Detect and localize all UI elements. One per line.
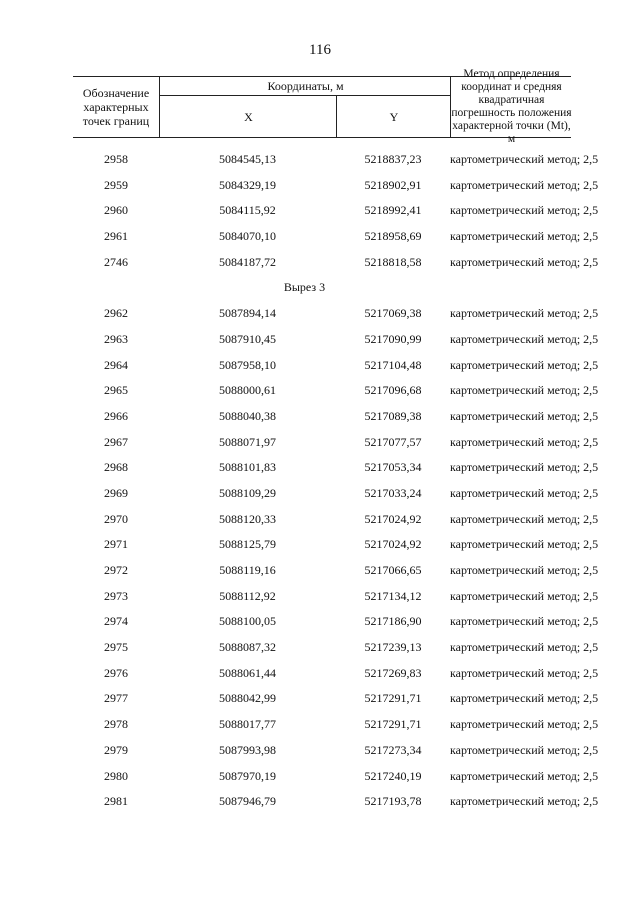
method-cell: картометрический метод; 2,5 bbox=[450, 537, 599, 552]
method-cell: картометрический метод; 2,5 bbox=[450, 563, 599, 577]
point-cell: 2968 bbox=[104, 460, 128, 475]
method-cell: картометрический метод; 2,5 bbox=[450, 511, 599, 526]
x-cell: 5088100,05 bbox=[219, 614, 276, 629]
table-body bbox=[73, 147, 599, 815]
point-cell: 2971 bbox=[104, 537, 128, 552]
method-cell: картометрический метод; 2,5 bbox=[450, 665, 599, 680]
method-cell: картометрический метод; 2,5 bbox=[450, 177, 599, 192]
point-cell: 2961 bbox=[104, 229, 128, 244]
table-row bbox=[73, 224, 599, 250]
table-row bbox=[73, 635, 599, 661]
point-cell: 2979 bbox=[104, 742, 128, 757]
y-cell: 5217134,12 bbox=[364, 588, 422, 603]
y-cell: 5217066,65 bbox=[364, 563, 422, 577]
method-cell: картометрический метод; 2,5 bbox=[450, 254, 599, 269]
method-cell: картометрический метод; 2,5 bbox=[450, 152, 599, 166]
x-cell: 5084070,10 bbox=[219, 229, 276, 244]
y-cell: 5217069,38 bbox=[364, 306, 422, 321]
table-row bbox=[73, 764, 599, 790]
table-row bbox=[73, 532, 599, 558]
method-cell: картометрический метод; 2,5 bbox=[450, 203, 599, 218]
point-cell: 2964 bbox=[104, 357, 128, 372]
x-cell: 5088120,33 bbox=[219, 511, 276, 526]
x-cell: 5088000,61 bbox=[219, 383, 276, 398]
x-cell: 5088042,99 bbox=[219, 691, 276, 706]
x-cell: 5084545,13 bbox=[219, 152, 276, 166]
point-cell: 2959 bbox=[104, 177, 128, 192]
method-cell: картометрический метод; 2,5 bbox=[450, 717, 599, 732]
table-row bbox=[73, 481, 599, 507]
table-row bbox=[73, 738, 599, 764]
method-cell: картометрический метод; 2,5 bbox=[450, 383, 599, 398]
point-cell: 2967 bbox=[104, 434, 128, 449]
x-cell: 5087958,10 bbox=[219, 357, 276, 372]
y-cell: 5217240,19 bbox=[364, 768, 422, 783]
table-row bbox=[73, 173, 599, 199]
y-cell: 5217273,34 bbox=[364, 742, 422, 757]
header-y: Y bbox=[336, 96, 451, 137]
y-cell: 5218837,23 bbox=[364, 152, 422, 166]
point-cell: 2978 bbox=[104, 717, 128, 732]
table-row bbox=[73, 404, 599, 430]
header-points: Обозначение характерных точек границ bbox=[82, 86, 150, 128]
x-cell: 5084187,72 bbox=[219, 254, 276, 269]
y-cell: 5217096,68 bbox=[364, 383, 422, 398]
method-cell: картометрический метод; 2,5 bbox=[450, 306, 599, 321]
method-cell: картометрический метод; 2,5 bbox=[450, 357, 599, 372]
y-cell: 5217104,48 bbox=[364, 357, 422, 372]
x-cell: 5087910,45 bbox=[219, 331, 276, 346]
point-cell: 2972 bbox=[104, 563, 128, 577]
table-row bbox=[73, 455, 599, 481]
method-cell: картометрический метод; 2,5 bbox=[450, 768, 599, 783]
table-row bbox=[73, 250, 599, 276]
y-cell: 5218992,41 bbox=[364, 203, 422, 218]
x-cell: 5088017,77 bbox=[219, 717, 276, 732]
x-cell: 5084329,19 bbox=[219, 177, 276, 192]
table-row bbox=[73, 147, 599, 173]
y-cell: 5217024,92 bbox=[364, 511, 422, 526]
y-cell: 5217090,99 bbox=[364, 331, 422, 346]
point-cell: 2974 bbox=[104, 614, 128, 629]
table-row bbox=[73, 686, 599, 712]
method-cell: картометрический метод; 2,5 bbox=[450, 485, 599, 500]
table-row bbox=[73, 609, 599, 635]
x-cell: 5084115,92 bbox=[219, 203, 276, 218]
y-cell: 5217089,38 bbox=[364, 408, 422, 423]
method-cell: картометрический метод; 2,5 bbox=[450, 434, 599, 449]
x-cell: 5088101,83 bbox=[219, 460, 276, 475]
point-cell: 2981 bbox=[104, 794, 128, 809]
y-cell: 5217186,90 bbox=[364, 614, 422, 629]
x-cell: 5088109,29 bbox=[219, 485, 276, 500]
y-cell: 5217239,13 bbox=[364, 640, 422, 655]
section-heading bbox=[73, 275, 571, 301]
point-cell: 2963 bbox=[104, 331, 128, 346]
table-row bbox=[73, 353, 599, 379]
point-cell: 2977 bbox=[104, 691, 128, 706]
table-row bbox=[73, 327, 599, 353]
method-cell: картометрический метод; 2,5 bbox=[450, 742, 599, 757]
point-cell: 2975 bbox=[104, 640, 128, 655]
table-row bbox=[73, 558, 599, 584]
y-cell: 5217077,57 bbox=[364, 434, 422, 449]
y-cell: 5217193,78 bbox=[364, 794, 422, 809]
x-cell: 5088071,97 bbox=[219, 434, 276, 449]
x-cell: 5087970,19 bbox=[219, 768, 276, 783]
x-cell: 5087946,79 bbox=[219, 794, 276, 809]
section-label: Вырез 3 bbox=[283, 280, 326, 295]
method-cell: картометрический метод; 2,5 bbox=[450, 408, 599, 423]
x-cell: 5087894,14 bbox=[219, 306, 276, 321]
method-cell: картометрический метод; 2,5 bbox=[450, 794, 599, 809]
y-cell: 5218958,69 bbox=[364, 229, 422, 244]
page-number: 116 bbox=[309, 42, 331, 58]
table-row bbox=[73, 584, 599, 610]
table-row bbox=[73, 507, 599, 533]
point-cell: 2970 bbox=[104, 511, 128, 526]
method-cell: картометрический метод; 2,5 bbox=[450, 691, 599, 706]
point-cell: 2746 bbox=[104, 254, 128, 269]
x-cell: 5088061,44 bbox=[219, 665, 276, 680]
method-cell: картометрический метод; 2,5 bbox=[450, 588, 599, 603]
x-cell: 5087993,98 bbox=[219, 742, 276, 757]
method-cell: картометрический метод; 2,5 bbox=[450, 331, 599, 346]
point-cell: 2958 bbox=[104, 152, 128, 166]
method-cell: картометрический метод; 2,5 bbox=[450, 460, 599, 475]
header-method: Метод определения координат и средняя квадратичная погрешность положения характерной точки (Mt), м bbox=[451, 68, 572, 145]
y-cell: 5217024,92 bbox=[364, 537, 422, 552]
table-row bbox=[73, 378, 599, 404]
y-cell: 5217291,71 bbox=[364, 691, 422, 706]
point-cell: 2973 bbox=[104, 588, 128, 603]
x-cell: 5088087,32 bbox=[219, 640, 276, 655]
header-coordinates: Координаты, м bbox=[159, 77, 451, 96]
y-cell: 5218902,91 bbox=[364, 177, 422, 192]
method-cell: картометрический метод; 2,5 bbox=[450, 229, 599, 244]
y-cell: 5218818,58 bbox=[364, 254, 422, 269]
table-row bbox=[73, 198, 599, 224]
x-cell: 5088112,92 bbox=[219, 588, 276, 603]
point-cell: 2976 bbox=[104, 665, 128, 680]
point-cell: 2962 bbox=[104, 306, 128, 321]
method-cell: картометрический метод; 2,5 bbox=[450, 640, 599, 655]
y-cell: 5217291,71 bbox=[364, 717, 422, 732]
y-cell: 5217269,83 bbox=[364, 665, 422, 680]
point-cell: 2969 bbox=[104, 485, 128, 500]
point-cell: 2960 bbox=[104, 203, 128, 218]
table-row bbox=[73, 661, 599, 687]
method-cell: картометрический метод; 2,5 bbox=[450, 614, 599, 629]
y-cell: 5217053,34 bbox=[364, 460, 422, 475]
point-cell: 2965 bbox=[104, 383, 128, 398]
x-cell: 5088040,38 bbox=[219, 408, 276, 423]
point-cell: 2980 bbox=[104, 768, 128, 783]
table-row bbox=[73, 712, 599, 738]
x-cell: 5088119,16 bbox=[219, 563, 276, 577]
table-row bbox=[73, 430, 599, 456]
point-cell: 2966 bbox=[104, 408, 128, 423]
table-row bbox=[73, 301, 599, 327]
table-row bbox=[73, 789, 599, 815]
y-cell: 5217033,24 bbox=[364, 485, 422, 500]
header-x: X bbox=[159, 96, 337, 137]
table-header bbox=[73, 68, 572, 145]
x-cell: 5088125,79 bbox=[219, 537, 276, 552]
